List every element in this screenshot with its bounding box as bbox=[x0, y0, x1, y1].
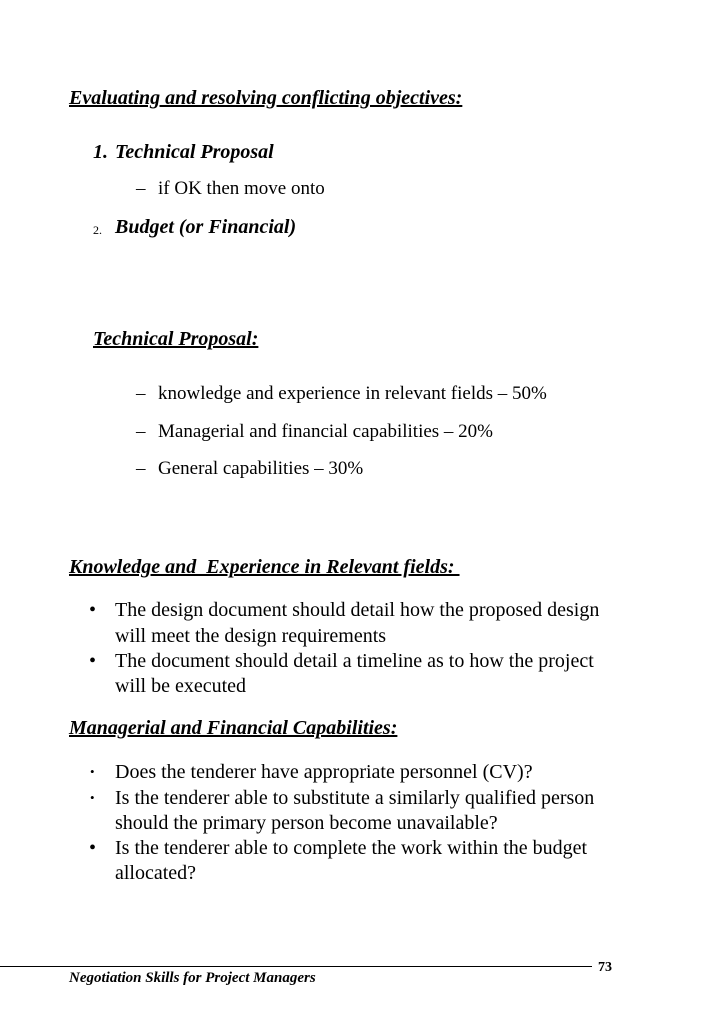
step1-number: 1. bbox=[93, 141, 108, 163]
managerial-item-2-line1: Is the tenderer able to substitute a similarly qualified person bbox=[115, 787, 595, 809]
bullet-icon: • bbox=[89, 650, 97, 672]
technical-item-dash: – bbox=[136, 421, 146, 442]
bullet-icon: • bbox=[89, 837, 97, 859]
bullet-icon: • bbox=[90, 764, 95, 779]
bullet-icon: • bbox=[90, 790, 95, 805]
step1-note: if OK then move onto bbox=[158, 178, 325, 199]
managerial-item-3-line1: Is the tenderer able to complete the work within the budget bbox=[115, 837, 588, 859]
heading-evaluating: Evaluating and resolving conflicting objectives: bbox=[69, 87, 463, 109]
knowledge-item-2-line1: The document should detail a timeline as to how the project bbox=[115, 650, 594, 672]
knowledge-item-1-line1: The design document should detail how the proposed design bbox=[115, 599, 600, 621]
technical-item-general: General capabilities – 30% bbox=[158, 458, 364, 479]
technical-item-dash: – bbox=[136, 458, 146, 479]
step1-dash: – bbox=[136, 178, 146, 199]
managerial-item-3-line2: allocated? bbox=[115, 862, 197, 884]
footer-rule bbox=[0, 966, 592, 967]
step2-number: 2. bbox=[93, 223, 102, 237]
knowledge-item-2-line2: will be executed bbox=[115, 675, 247, 697]
knowledge-item-1-line2: will meet the design requirements bbox=[115, 625, 387, 647]
step2-label: Budget (or Financial) bbox=[115, 216, 297, 238]
technical-item-knowledge: knowledge and experience in relevant fields – 50% bbox=[158, 383, 547, 404]
heading-technical-proposal: Technical Proposal: bbox=[93, 328, 259, 350]
step1-label: Technical Proposal bbox=[115, 141, 274, 163]
footer-title: Negotiation Skills for Project Managers bbox=[69, 970, 316, 986]
technical-item-dash: – bbox=[136, 383, 146, 404]
managerial-item-2-line2: should the primary person become unavailable? bbox=[115, 812, 498, 834]
managerial-item-1-line1: Does the tenderer have appropriate personnel (CV)? bbox=[115, 761, 533, 783]
heading-managerial-financial: Managerial and Financial Capabilities: bbox=[69, 717, 398, 739]
bullet-icon: • bbox=[89, 599, 97, 621]
heading-knowledge-experience: Knowledge and Experience in Relevant fields: bbox=[69, 556, 460, 578]
page-number: 73 bbox=[598, 960, 612, 975]
technical-item-managerial: Managerial and financial capabilities – 20% bbox=[158, 421, 494, 442]
